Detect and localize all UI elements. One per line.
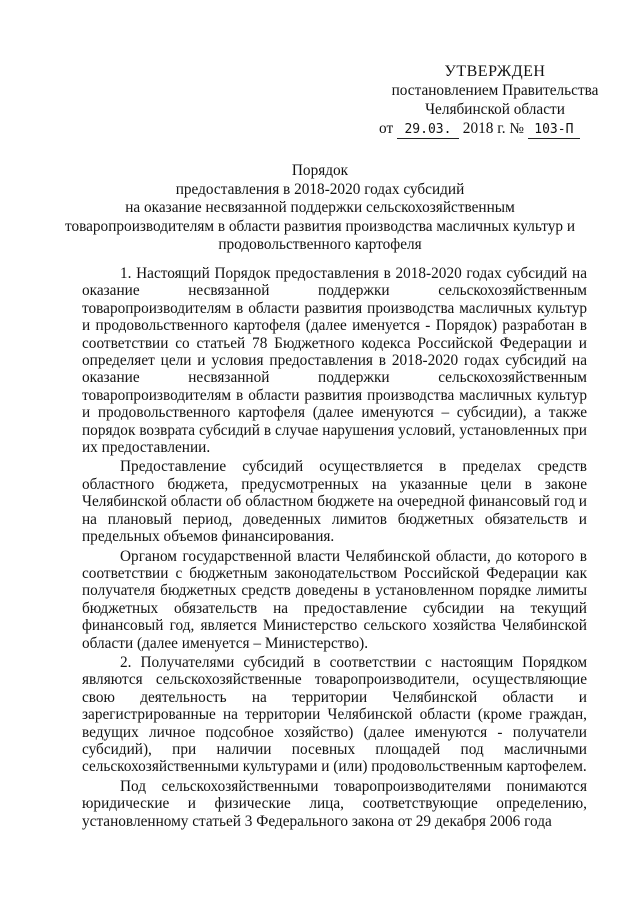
paragraph-1: 1. Настоящий Порядок предоставления в 2018-2020 годах субсидий на оказание несвязанной поддержки сельскохозяйственным товаропроизводителям в области развития производства масличных культур и продовольственного картофеля (далее именуется - Порядок) разработан в соответствии со статьей 78 Бюджетного кодекса Российской Федерации и определяет цели и условия предоставления в 2018-2020 годах субсидий на оказание несвязанной поддержки сельскохозяйственным товаропроизводителям в области развития производства масличных культур и продовольственного картофеля (далее именуются – субсидии), а также порядок возврата субсидий в случае нарушения условий, установленных при их предоставлении. [82,265,587,457]
title-line-5: продовольственного картофеля [218,236,422,253]
paragraph-4: 2. Получателями субсидий в соответствии с настоящим Порядком являются сельскохозяйственные товаропроизводители, осуществляющие свою деятельность на территории Челябинской области и зарегистрированные на территории Челябинской области (кроме граждан, ведущих личное подсобное хозяйство) (далее именуются - получатели субсидий), при наличии посевных площадей под масличными сельскохозяйственными культурами и (или) продовольственным картофелем. [82,653,587,776]
year-text: 2018 г. № [462,120,525,137]
approval-line-resolution: постановлением Правительства [391,82,599,99]
title-line-2: предоставления в 2018-2020 годах субсидий [175,180,465,198]
approved-heading: УТВЕРЖДЕН [444,63,546,80]
approval-block [375,62,615,139]
paragraph-2: Предоставление субсидий осуществляется в пределах средств областного бюджета, предусмотренных на указанные цели в законе Челябинской области об областном бюджете на очередной финансовый год и на плановый период, доведенных лимитов бюджетных обязательств и предельных объемов финансирования. [82,458,587,546]
paragraph-5: Под сельскохозяйственными товаропроизводителями понимаются юридические и физические лица, соответствующие определению, установленному статьей 3 Федерального закона от 29 декабря 2006 года [82,777,587,830]
approval-line-region: Челябинской области [425,101,565,118]
document-number: 103-П [528,122,580,139]
document-title [30,162,610,255]
title-line-3: на оказание несвязанной поддержки сельскохозяйственным [125,199,515,216]
date-prefix: от [379,120,394,137]
document-body [82,265,587,830]
date-value: 29.03. [397,122,459,139]
title-line-4: товаропроизводителям в области развития производства масличных культур и [64,217,576,235]
paragraph-3: Органом государственной власти Челябинской области, до которого в соответствии с бюджетным законодательством Российской Федерации как получателя бюджетных средств доведены в установленном порядке лимиты бюджетных обязательств на предоставление субсидии на текущий финансовый год, является Министерство сельского хозяйства Челябинской области (далее именуется – Министерство). [82,547,587,652]
approval-date-line [375,119,615,139]
title-line-1: Порядок [291,162,349,179]
